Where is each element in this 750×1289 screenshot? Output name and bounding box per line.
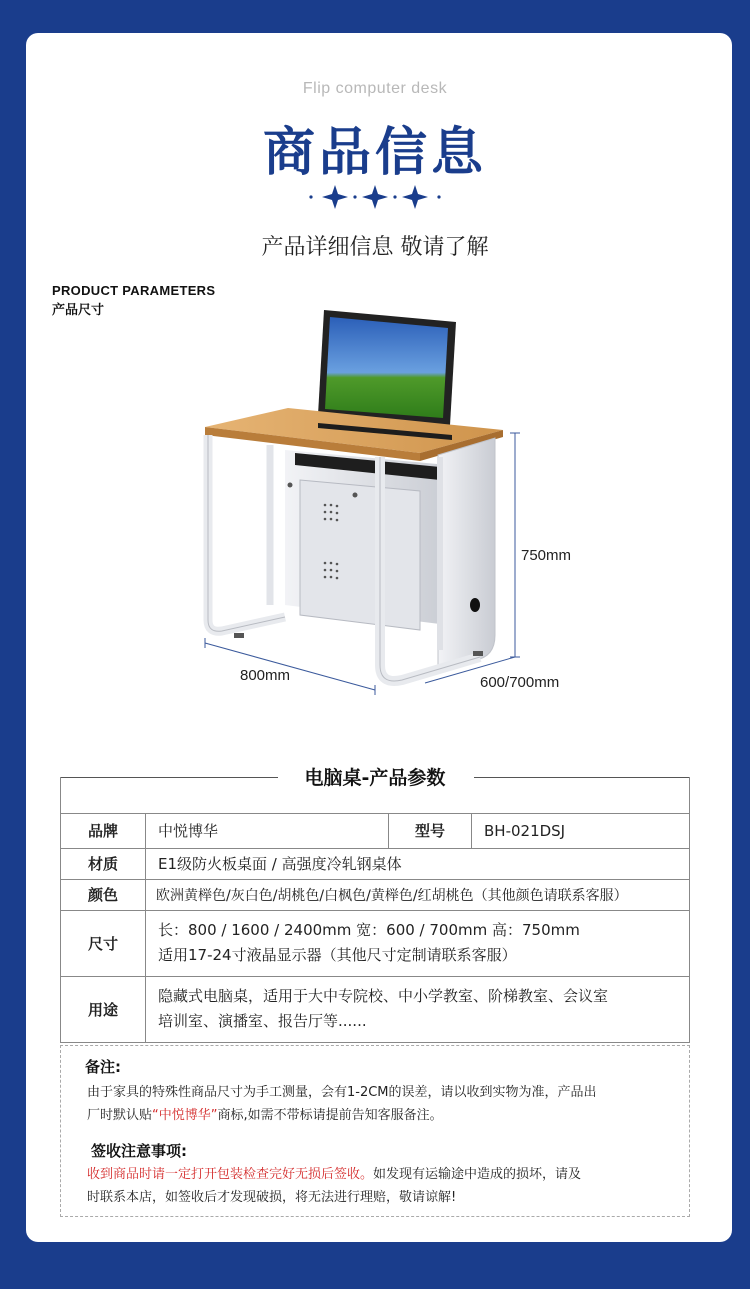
size-value	[146, 910, 690, 976]
params-table	[60, 777, 690, 1043]
remark-line-2a: 厂时默认贴	[87, 1108, 153, 1123]
table-row	[61, 848, 690, 879]
table-header-space	[61, 777, 690, 813]
model-value: BH-021DSJ	[472, 813, 690, 848]
usage-line-1: 隐藏式电脑桌，适用于大中专院校、中小学教室、阶梯教室、会议室	[158, 987, 609, 1005]
table-row	[61, 813, 690, 848]
remark-heading: 备注:	[85, 1058, 121, 1076]
table-row	[61, 910, 690, 976]
table-title: 电脑桌-产品参数	[304, 767, 446, 789]
remark-line-2b: 商标,如需不带标请提前告知客服备注。	[217, 1108, 443, 1123]
sign-line-1b: 如发现有运输途中造成的损坏，请及	[373, 1167, 582, 1182]
brand-value: 中悦博华	[146, 813, 389, 848]
size-line-1: 长：800 / 1600 / 2400mm 宽：600 / 700mm 高：750mm	[158, 921, 580, 939]
size-line-2: 适用17-24寸液晶显示器（其他尺寸定制请联系客服）	[158, 946, 517, 964]
sign-heading: 签收注意事项:	[91, 1142, 187, 1160]
size-label: 尺寸	[61, 910, 146, 976]
notes-box	[60, 1045, 690, 1217]
table-row	[61, 879, 690, 910]
sign-line-2: 时联系本店，如签收后才发现破损，将无法进行理赔，敬请谅解!	[87, 1190, 457, 1205]
sign-line-1	[87, 1163, 687, 1186]
dim-length-label: 800mm	[240, 667, 291, 684]
table-row	[61, 976, 690, 1042]
remark-line-2	[87, 1104, 687, 1127]
material-label: 材质	[61, 848, 146, 879]
dim-height-label: 750mm	[521, 547, 572, 564]
material-value: E1级防火板桌面 / 高强度冷轧钢桌体	[146, 848, 690, 879]
brand-label: 品牌	[61, 813, 146, 848]
usage-value	[146, 976, 690, 1042]
remark-text	[87, 1081, 687, 1127]
sign-warning: 收到商品时请一定打开包装检查完好无损后签收。	[87, 1167, 374, 1182]
section-label-en: PRODUCT PARAMETERS	[52, 283, 216, 298]
section-label-cn: 产品尺寸	[52, 303, 105, 318]
page-title: 商品信息	[262, 123, 487, 183]
flip-desk-image	[190, 305, 530, 705]
usage-label: 用途	[61, 976, 146, 1042]
sign-text	[87, 1163, 687, 1209]
subtitle-en: Flip computer desk	[302, 80, 448, 97]
usage-line-2: 培训室、演播室、报告厅等......	[158, 1012, 367, 1030]
color-value: 欧洲黄榉色/灰白色/胡桃色/白枫色/黄榉色/红胡桃色（其他颜色请联系客服）	[146, 879, 690, 910]
brand-highlight: “中悦博华”	[152, 1108, 218, 1123]
remark-line-1: 由于家具的特殊性商品尺寸为手工测量，会有1-2CM的误差，请以收到实物为准，产品出	[87, 1085, 597, 1100]
sparkle-divider-icon	[308, 183, 442, 211]
dim-depth-label: 600/700mm	[480, 674, 560, 691]
model-label: 型号	[389, 813, 472, 848]
color-label: 颜色	[61, 879, 146, 910]
tagline: 产品详细信息 敬请了解	[261, 235, 489, 260]
